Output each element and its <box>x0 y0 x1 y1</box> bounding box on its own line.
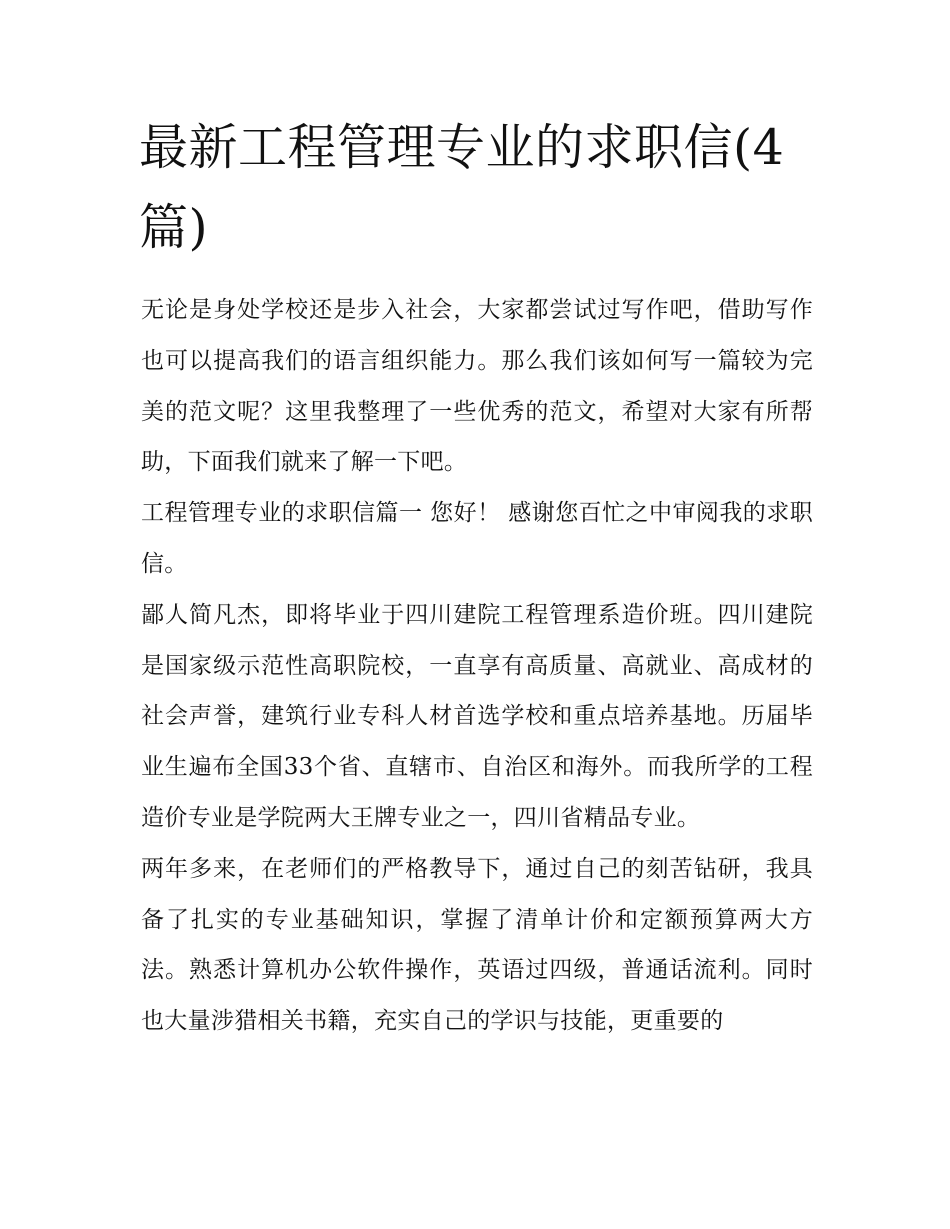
skills-paragraph: 两年多来，在老师们的严格教导下，通过自己的刻苦钻研，我具备了扎实的专业基础知识，掌握了清单计价和定额预算两大方法。熟悉计算机办公软件操作，英语过四级，普通话流利。同时也大量涉猎相关书籍，充实自己的学识与技能，更重要的 <box>141 855 813 1035</box>
self-introduction-paragraph: 鄙人简凡杰，即将毕业于四川建院工程管理系造价班。四川建院是国家级示范性高职院校，一直享有高质量、高就业、高成材的社会声誉，建筑行业专科人材首选学校和重点培养基地。历届毕业生遍布全国33个省、直辖市、自治区和海外。而我所学的工程造价专业是学院两大王牌专业之一，四川省精品专业。 <box>141 601 813 831</box>
document-page <box>141 108 813 1047</box>
document-title: 最新工程管理专业的求职信(4篇) <box>139 119 785 256</box>
intro-paragraph: 无论是身处学校还是步入社会，大家都尝试过写作吧，借助写作也可以提高我们的语言组织能力。那么我们该如何写一篇较为完美的范文呢？这里我整理了一些优秀的范文，希望对大家有所帮助，下面我们就来了解一下吧。 <box>141 297 813 476</box>
letter-opening-paragraph: 工程管理专业的求职信篇一 您好！ 感谢您百忙之中审阅我的求职信。 <box>141 500 813 577</box>
